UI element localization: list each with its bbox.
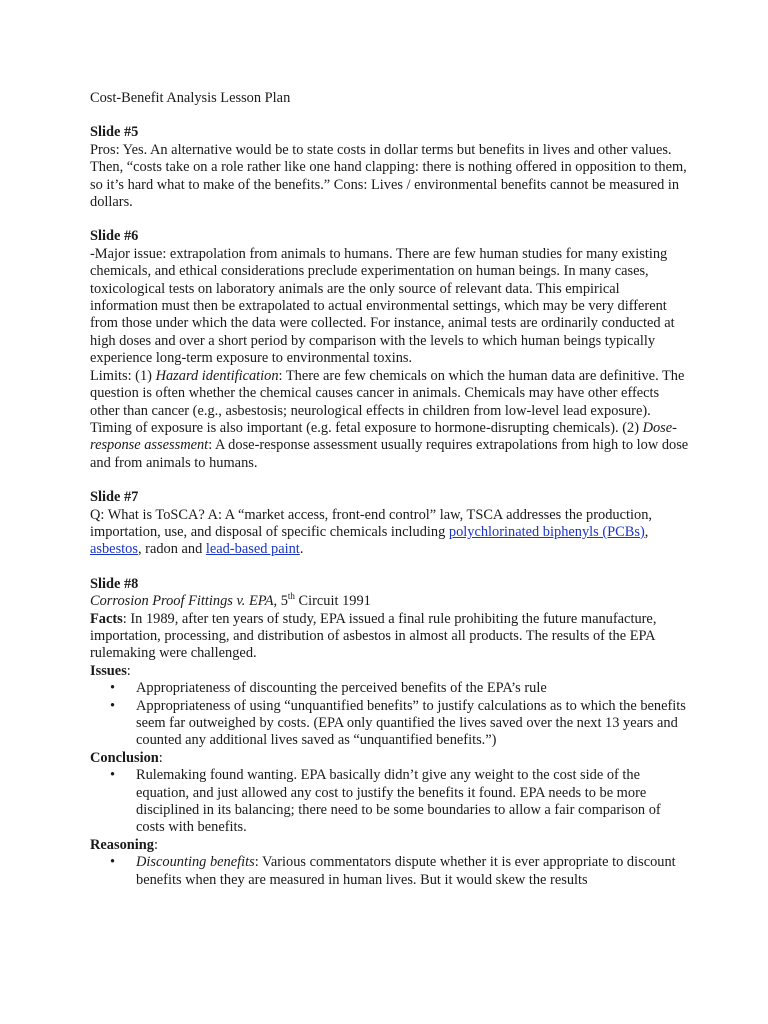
- reasoning-item: [136, 854, 690, 889]
- slide-7-heading: Slide #7: [90, 489, 139, 506]
- conclusion-label: Conclusion: [90, 749, 159, 766]
- case-separator: , 5: [273, 593, 288, 610]
- case-court: Circuit 1991: [294, 593, 371, 610]
- dose-response-term: Dose-response assessment: [90, 419, 677, 454]
- lead-based-paint-link[interactable]: lead-based paint: [205, 541, 300, 558]
- slide-6-text: -Major issue: extrapolation from animals to humans. There are few human studies for many existing chemicals, and ethical considerations preclude experimentation on human beings. In many cases, toxicological tests on laboratory animals are the only source of relevant data. This empirical information must then be extrapolated to actual environmental settings, which may be very different from those under which the data were collected. For instance, animal tests are ordinarily conducted at high doses and over a short period by comparison with the levels to which human beings typically experience long-term exposure to environmental toxins.: [90, 245, 675, 367]
- issues-heading: [90, 663, 690, 680]
- facts-paragraph: [90, 611, 690, 663]
- slide-5-text: Pros: Yes. An alternative would be to state costs in dollar terms but benefits in lives and other values. Then, “costs take on a role rather like one hand clapping: there is nothing offered in opposition to them, so it’s hard what to make of the benefits.” Cons: Lives / environmental benefits cannot be measured in dollars.: [90, 141, 687, 211]
- case-citation: [90, 593, 690, 610]
- conclusion-colon: :: [158, 749, 163, 766]
- slide-6-section: [90, 228, 690, 472]
- dose-response-text: : A dose-response assessment usually requires extrapolations from high to low dose and from animals to humans.: [90, 437, 689, 471]
- document-page: [90, 90, 690, 889]
- reasoning-label: Reasoning: [90, 836, 154, 853]
- discounting-benefits-text: : Various commentators dispute whether it is ever appropriate to discount benefits when they are measured in human lives. But it would skew the results: [136, 854, 676, 888]
- facts-text: : In 1989, after ten years of study, EPA issued a final rule prohibiting the future manufacture, importation, processing, and distribution of asbestos in almost all products. The results of the EPA rulemaking were challenged.: [90, 610, 657, 662]
- limits-prefix: Limits: (1): [90, 367, 156, 384]
- slide-7-section: [90, 489, 690, 559]
- facts-label: Facts: [90, 610, 123, 627]
- slide-5-section: [90, 124, 690, 211]
- issues-colon: :: [126, 662, 131, 679]
- case-name: Corrosion Proof Fittings v. EPA: [90, 593, 274, 610]
- reasoning-heading: [90, 837, 690, 854]
- asbestos-link[interactable]: asbestos: [90, 541, 138, 558]
- issues-label: Issues: [90, 662, 127, 679]
- discounting-benefits-term: Discounting benefits: [136, 854, 255, 871]
- pcbs-link[interactable]: polychlorinated biphenyls (PCBs): [448, 523, 645, 540]
- document-title: Cost-Benefit Analysis Lesson Plan: [90, 90, 291, 106]
- reasoning-list: [90, 854, 690, 889]
- slide-5-heading: Slide #5: [90, 124, 139, 141]
- hazard-identification-term: Hazard identification: [155, 367, 279, 384]
- hazard-identification-text: : There are few chemicals on which the human data are definitive. The question is often whether the chemical causes cancer in animals. Chemicals may have other effects other than cancer (e.g., asbestosis; neurological effects in children from low-level lead exposure). Timing of exposure is also important (e.g. fetal exposure to hormone-disrupting chemicals). (2): [90, 367, 685, 436]
- slide-7-separator-1: ,: [644, 523, 649, 540]
- conclusion-heading: [90, 750, 690, 767]
- slide-7-end: .: [299, 541, 304, 558]
- issues-list: [90, 680, 690, 750]
- slide-8-section: [90, 576, 690, 889]
- slide-6-limits: [90, 368, 690, 472]
- reasoning-colon: :: [153, 836, 158, 853]
- slide-7-text: [90, 507, 690, 559]
- slide-7-question: Q: What is ToSCA? A: A “market access, front-end control” law, TSCA addresses the production, importation, use, and disposal of specific chemicals including: [90, 506, 652, 540]
- issue-item: • Appropriateness of discounting the perceived benefits of the EPA’s rule: [136, 680, 690, 697]
- conclusion-list: [90, 767, 690, 837]
- slide-8-heading: Slide #8: [90, 575, 139, 592]
- issue-item: • Appropriateness of using “unquantified benefits” to justify calculations as to which the benefits seem far outweighed by costs. (EPA only quantified the lives saved over the next 13 years and counted any additional lives saved as “unquantified benefits.”): [136, 698, 690, 750]
- case-circuit-superscript: th: [287, 591, 295, 602]
- slide-6-heading: Slide #6: [90, 228, 139, 245]
- slide-7-separator-2: , radon and: [137, 541, 206, 558]
- conclusion-item: • Rulemaking found wanting. EPA basically didn’t give any weight to the cost side of the equation, and just allowed any cost to justify the benefits it found. EPA needs to be more disciplined in its balancing; there need to be some boundaries to allow a fair comparison of costs with benefits.: [136, 767, 690, 837]
